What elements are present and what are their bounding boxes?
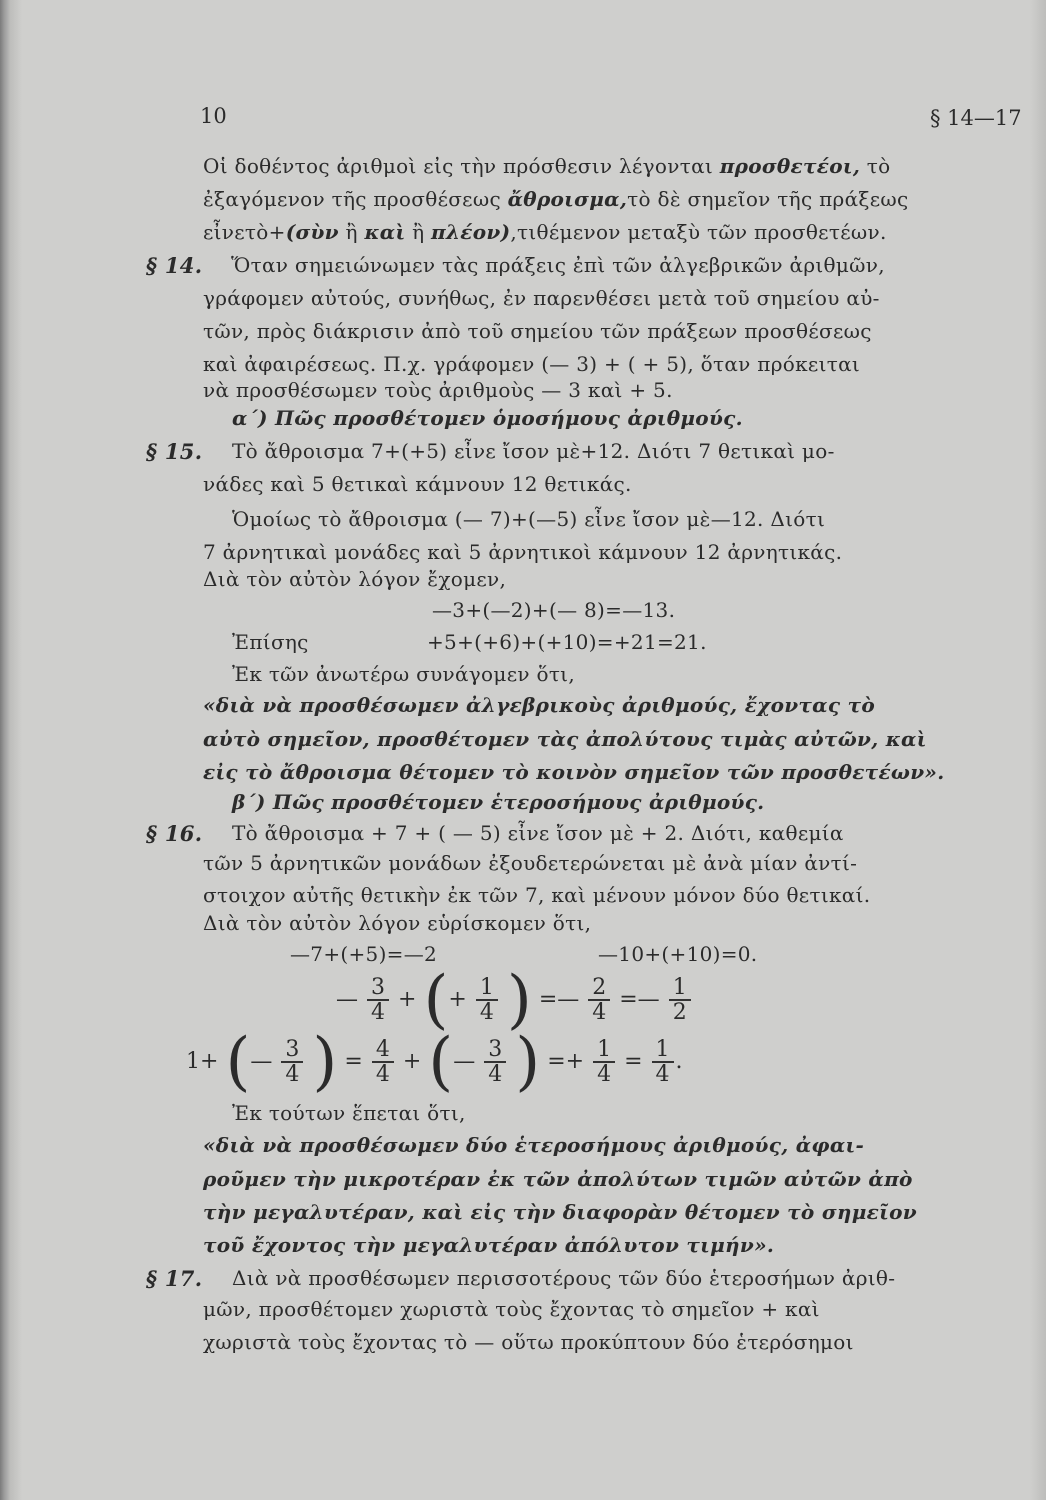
equation: +5+(+6)+(+10)=+21=21. — [427, 630, 707, 654]
text-line: τῶν, πρὸς διάκρισιν ἀπὸ τοῦ σημείου τῶν πράξεων προσθέσεως — [203, 319, 872, 343]
text-line: Ἐκ τῶν ἀνωτέρω συνάγομεν ὅτι, — [232, 662, 575, 686]
rule-text: τὴν μεγαλυτέραν, καὶ εἰς τὴν διαφορὰν θέτομεν τὸ σημεῖον — [203, 1200, 917, 1224]
rule-text: εἰς τὸ ἄθροισμα θέτομεν τὸ κοινὸν σημεῖον τῶν προσθετέων». — [203, 760, 945, 784]
text-line: Τὸ ἄθροισμα + 7 + ( — 5) εἶνε ἴσον μὲ + 2. Διότι, καθεμία — [232, 821, 844, 845]
rule-text: «διὰ νὰ προσθέσωμεν δύο ἑτεροσήμους ἀριθμούς, ἀφαι- — [203, 1133, 865, 1157]
text-line: Διὰ τὸν αὐτὸν λόγον εὑρίσκομεν ὅτι, — [203, 911, 592, 935]
fraction-equation: — $\frac{3}{4}$ + (+ $\frac{1}{4}$ ) =— $\frac{2}{4}$ =— $\frac{1}{2}$ — [336, 968, 693, 1032]
text-line: Διὰ νὰ προσθέσωμεν περισσοτέρους τῶν δύο ἑτεροσήμων ἀριθ- — [232, 1266, 896, 1290]
text-line: Τὸ ἄθροισμα 7+(+5) εἶνε ἴσον μὲ+12. Διότι 7 θετικαὶ μο- — [232, 439, 835, 463]
text-line: νάδες καὶ 5 θετικαὶ κάμνουν 12 θετικάς. — [203, 472, 632, 496]
rule-text: αὐτὸ σημεῖον, προσθέτομεν τὰς ἀπολύτους τιμὰς αὐτῶν, καὶ — [203, 727, 927, 751]
subheading: β΄) Πῶς προσθέτομεν ἑτεροσήμους ἀριθμούς. — [232, 790, 765, 814]
section-marker: § 14. — [146, 253, 203, 278]
text-line: καὶ ἀφαιρέσεως. Π.χ. γράφομεν (— 3) + ( + 5), ὅταν πρόκειται — [203, 352, 861, 376]
text-line: Ἐπίσης — [232, 630, 309, 654]
text-line: χωριστὰ τοὺς ἔχοντας τὸ — οὕτω προκύπτουν δύο ἑτερόσημοι — [203, 1330, 854, 1354]
text-line: 7 ἀρνητικαὶ μονάδες καὶ 5 ἀρνητικοὶ κάμνουν 12 ἀρνητικάς. — [203, 540, 843, 564]
text-line: στοιχον αὐτῆς θετικὴν ἐκ τῶν 7, καὶ μένουν μόνον δύο θετικαί. — [203, 883, 871, 907]
text-line: Οἱ δοθέντος ἀριθμοὶ εἰς τὴν πρόσθεσιν λέγονται προσθετέοι, τὸ — [203, 154, 891, 178]
subheading: α΄) Πῶς προσθέτομεν ὁμοσήμους ἀριθμούς. — [232, 406, 743, 430]
rule-text: «διὰ νὰ προσθέσωμεν ἀλγεβρικοὺς ἀριθμούς, ἔχοντας τὸ — [203, 693, 876, 717]
text-line: εἶνετὸ+(σὺν ἢ καὶ ἢ πλέον),τιθέμενον μεταξὺ τῶν προσθετέων. — [203, 220, 887, 244]
rule-text: ροῦμεν τὴν μικροτέραν ἐκ τῶν ἀπολύτων τιμῶν αὐτῶν ἀπὸ — [203, 1167, 913, 1191]
equation: —7+(+5)=—2 — [290, 942, 438, 966]
text-line: Ὁμοίως τὸ ἄθροισμα (— 7)+(—5) εἶνε ἴσον μὲ—12. Διότι — [232, 507, 826, 531]
text-line: μῶν, προσθέτομεν χωριστὰ τοὺς ἔχοντας τὸ σημεῖον + καὶ — [203, 1297, 820, 1321]
section-marker: § 17. — [146, 1266, 203, 1291]
text-line: Ὅταν σημειώνωμεν τὰς πράξεις ἐπὶ τῶν ἀλγεβρικῶν ἀριθμῶν, — [231, 253, 885, 277]
text-line: Ἐκ τούτων ἕπεται ὅτι, — [232, 1101, 466, 1125]
equation: —10+(+10)=0. — [598, 942, 758, 966]
section-range: § 14—17 — [930, 106, 1022, 130]
section-marker: § 16. — [146, 821, 203, 846]
page-number: 10 — [200, 104, 227, 128]
text-line: νὰ προσθέσωμεν τοὺς ἀριθμοὺς — 3 καὶ + 5. — [203, 378, 673, 402]
text-line: τῶν 5 ἀρνητικῶν μονάδων ἐξουδετερώνεται μὲ ἀνὰ μίαν ἀντί- — [203, 851, 858, 875]
text-line: γράφομεν αὐτούς, συνήθως, ἐν παρενθέσει μετὰ τοῦ σημείου αὐ- — [203, 286, 880, 310]
equation: —3+(—2)+(— 8)=—13. — [432, 598, 676, 622]
text-line: ἐξαγόμενον τῆς προσθέσεως ἄθροισμα,τὸ δὲ σημεῖον τῆς πράξεως — [203, 187, 909, 211]
rule-text: τοῦ ἔχοντος τὴν μεγαλυτέραν ἀπόλυτον τιμήν». — [203, 1233, 775, 1257]
text-line: Διὰ τὸν αὐτὸν λόγον ἔχομεν, — [203, 567, 507, 591]
fraction-equation: 1+ (— $\frac{3}{4}$ ) = $\frac{4}{4}$ + (— $\frac{3}{4}$ ) =+ $\frac{1}{4}$ = $\frac{1}{4}$ . — [186, 1025, 683, 1099]
section-marker: § 15. — [146, 439, 203, 464]
